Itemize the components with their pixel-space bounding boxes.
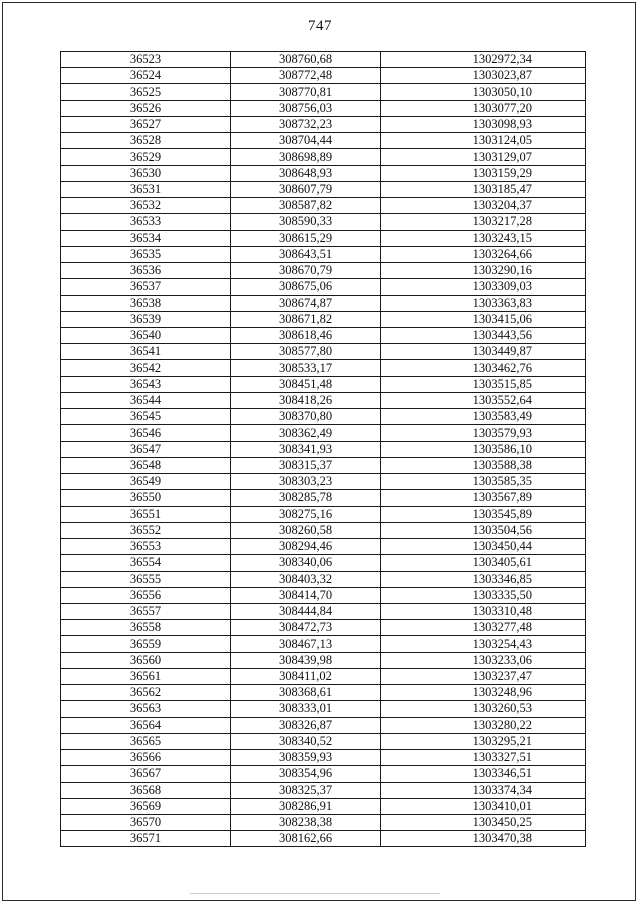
point-number-cell: 36548 <box>61 457 231 473</box>
x-coordinate-cell: 308294,46 <box>231 539 381 555</box>
table-row <box>61 376 586 392</box>
point-number-cell: 36529 <box>61 149 231 165</box>
y-coordinate-cell: 1303346,51 <box>381 766 586 782</box>
table-row <box>61 360 586 376</box>
x-coordinate-cell: 308643,51 <box>231 246 381 262</box>
point-number-cell: 36550 <box>61 490 231 506</box>
table-row <box>61 52 586 68</box>
table-row <box>61 555 586 571</box>
point-number-cell: 36544 <box>61 392 231 408</box>
table-row <box>61 733 586 749</box>
table-row <box>61 522 586 538</box>
table-row <box>61 457 586 473</box>
x-coordinate-cell: 308340,06 <box>231 555 381 571</box>
y-coordinate-cell: 1303405,61 <box>381 555 586 571</box>
table-row <box>61 198 586 214</box>
x-coordinate-cell: 308303,23 <box>231 474 381 490</box>
point-number-cell: 36569 <box>61 798 231 814</box>
y-coordinate-cell: 1303583,49 <box>381 409 586 425</box>
x-coordinate-cell: 308275,16 <box>231 506 381 522</box>
y-coordinate-cell: 1303185,47 <box>381 181 586 197</box>
y-coordinate-cell: 1303410,01 <box>381 798 586 814</box>
point-number-cell: 36546 <box>61 425 231 441</box>
table-row <box>61 214 586 230</box>
x-coordinate-cell: 308286,91 <box>231 798 381 814</box>
y-coordinate-cell: 1303098,93 <box>381 116 586 132</box>
table-row <box>61 165 586 181</box>
point-number-cell: 36543 <box>61 376 231 392</box>
x-coordinate-cell: 308341,93 <box>231 441 381 457</box>
y-coordinate-cell: 1303450,44 <box>381 539 586 555</box>
x-coordinate-cell: 308533,17 <box>231 360 381 376</box>
y-coordinate-cell: 1303277,48 <box>381 620 586 636</box>
x-coordinate-cell: 308577,80 <box>231 344 381 360</box>
x-coordinate-cell: 308674,87 <box>231 295 381 311</box>
point-number-cell: 36549 <box>61 474 231 490</box>
table-row <box>61 571 586 587</box>
x-coordinate-cell: 308368,61 <box>231 685 381 701</box>
y-coordinate-cell: 1303449,87 <box>381 344 586 360</box>
point-number-cell: 36563 <box>61 701 231 717</box>
coordinates-table <box>60 51 586 847</box>
table-row <box>61 587 586 603</box>
x-coordinate-cell: 308704,44 <box>231 133 381 149</box>
x-coordinate-cell: 308359,93 <box>231 750 381 766</box>
table-row <box>61 295 586 311</box>
table-row <box>61 798 586 814</box>
table-row <box>61 279 586 295</box>
point-number-cell: 36556 <box>61 587 231 603</box>
x-coordinate-cell: 308362,49 <box>231 425 381 441</box>
y-coordinate-cell: 1303363,83 <box>381 295 586 311</box>
point-number-cell: 36539 <box>61 311 231 327</box>
y-coordinate-cell: 1303233,06 <box>381 652 586 668</box>
table-row <box>61 149 586 165</box>
x-coordinate-cell: 308411,02 <box>231 668 381 684</box>
y-coordinate-cell: 1303204,37 <box>381 198 586 214</box>
table-row <box>61 506 586 522</box>
x-coordinate-cell: 308770,81 <box>231 84 381 100</box>
x-coordinate-cell: 308260,58 <box>231 522 381 538</box>
table-row <box>61 68 586 84</box>
y-coordinate-cell: 1303309,03 <box>381 279 586 295</box>
table-row <box>61 750 586 766</box>
table-row <box>61 766 586 782</box>
point-number-cell: 36525 <box>61 84 231 100</box>
y-coordinate-cell: 1303280,22 <box>381 717 586 733</box>
x-coordinate-cell: 308162,66 <box>231 831 381 847</box>
point-number-cell: 36524 <box>61 68 231 84</box>
x-coordinate-cell: 308403,32 <box>231 571 381 587</box>
y-coordinate-cell: 1302972,34 <box>381 52 586 68</box>
point-number-cell: 36559 <box>61 636 231 652</box>
table-row <box>61 181 586 197</box>
point-number-cell: 36535 <box>61 246 231 262</box>
table-row <box>61 603 586 619</box>
page-number: 747 <box>308 18 332 34</box>
y-coordinate-cell: 1303290,16 <box>381 263 586 279</box>
x-coordinate-cell: 308340,52 <box>231 733 381 749</box>
table-row <box>61 392 586 408</box>
point-number-cell: 36531 <box>61 181 231 197</box>
x-coordinate-cell: 308326,87 <box>231 717 381 733</box>
y-coordinate-cell: 1303159,29 <box>381 165 586 181</box>
point-number-cell: 36537 <box>61 279 231 295</box>
y-coordinate-cell: 1303443,56 <box>381 327 586 343</box>
y-coordinate-cell: 1303470,38 <box>381 831 586 847</box>
y-coordinate-cell: 1303579,93 <box>381 425 586 441</box>
point-number-cell: 36558 <box>61 620 231 636</box>
point-number-cell: 36571 <box>61 831 231 847</box>
table-row <box>61 441 586 457</box>
x-coordinate-cell: 308675,06 <box>231 279 381 295</box>
table-row <box>61 133 586 149</box>
y-coordinate-cell: 1303310,48 <box>381 603 586 619</box>
point-number-cell: 36533 <box>61 214 231 230</box>
y-coordinate-cell: 1303588,38 <box>381 457 586 473</box>
y-coordinate-cell: 1303264,66 <box>381 246 586 262</box>
y-coordinate-cell: 1303504,56 <box>381 522 586 538</box>
table-row <box>61 636 586 652</box>
x-coordinate-cell: 308732,23 <box>231 116 381 132</box>
x-coordinate-cell: 308315,37 <box>231 457 381 473</box>
y-coordinate-cell: 1303567,89 <box>381 490 586 506</box>
table-row <box>61 831 586 847</box>
table-row <box>61 490 586 506</box>
table-row <box>61 409 586 425</box>
y-coordinate-cell: 1303327,51 <box>381 750 586 766</box>
point-number-cell: 36526 <box>61 100 231 116</box>
x-coordinate-cell: 308648,93 <box>231 165 381 181</box>
point-number-cell: 36534 <box>61 230 231 246</box>
x-coordinate-cell: 308618,46 <box>231 327 381 343</box>
y-coordinate-cell: 1303415,06 <box>381 311 586 327</box>
table-row <box>61 620 586 636</box>
table-row <box>61 652 586 668</box>
table-row <box>61 246 586 262</box>
y-coordinate-cell: 1303129,07 <box>381 149 586 165</box>
y-coordinate-cell: 1303450,25 <box>381 815 586 831</box>
y-coordinate-cell: 1303462,76 <box>381 360 586 376</box>
point-number-cell: 36530 <box>61 165 231 181</box>
point-number-cell: 36566 <box>61 750 231 766</box>
point-number-cell: 36552 <box>61 522 231 538</box>
point-number-cell: 36538 <box>61 295 231 311</box>
table-row <box>61 311 586 327</box>
point-number-cell: 36540 <box>61 327 231 343</box>
y-coordinate-cell: 1303260,53 <box>381 701 586 717</box>
point-number-cell: 36551 <box>61 506 231 522</box>
table-row <box>61 717 586 733</box>
y-coordinate-cell: 1303050,10 <box>381 84 586 100</box>
x-coordinate-cell: 308414,70 <box>231 587 381 603</box>
y-coordinate-cell: 1303124,05 <box>381 133 586 149</box>
table-row <box>61 84 586 100</box>
y-coordinate-cell: 1303217,28 <box>381 214 586 230</box>
x-coordinate-cell: 308772,48 <box>231 68 381 84</box>
point-number-cell: 36564 <box>61 717 231 733</box>
point-number-cell: 36542 <box>61 360 231 376</box>
y-coordinate-cell: 1303586,10 <box>381 441 586 457</box>
x-coordinate-cell: 308472,73 <box>231 620 381 636</box>
x-coordinate-cell: 308756,03 <box>231 100 381 116</box>
table-row <box>61 327 586 343</box>
x-coordinate-cell: 308467,13 <box>231 636 381 652</box>
y-coordinate-cell: 1303237,47 <box>381 668 586 684</box>
point-number-cell: 36528 <box>61 133 231 149</box>
table-row <box>61 685 586 701</box>
x-coordinate-cell: 308590,33 <box>231 214 381 230</box>
y-coordinate-cell: 1303243,15 <box>381 230 586 246</box>
y-coordinate-cell: 1303023,87 <box>381 68 586 84</box>
x-coordinate-cell: 308418,26 <box>231 392 381 408</box>
point-number-cell: 36568 <box>61 782 231 798</box>
point-number-cell: 36555 <box>61 571 231 587</box>
y-coordinate-cell: 1303335,50 <box>381 587 586 603</box>
coordinates-table-body <box>61 52 586 847</box>
point-number-cell: 36561 <box>61 668 231 684</box>
table-row <box>61 116 586 132</box>
point-number-cell: 36557 <box>61 603 231 619</box>
x-coordinate-cell: 308670,79 <box>231 263 381 279</box>
x-coordinate-cell: 308607,79 <box>231 181 381 197</box>
table-row <box>61 474 586 490</box>
point-number-cell: 36565 <box>61 733 231 749</box>
y-coordinate-cell: 1303254,43 <box>381 636 586 652</box>
y-coordinate-cell: 1303248,96 <box>381 685 586 701</box>
y-coordinate-cell: 1303585,35 <box>381 474 586 490</box>
x-coordinate-cell: 308333,01 <box>231 701 381 717</box>
bottom-rule <box>190 893 440 894</box>
y-coordinate-cell: 1303552,64 <box>381 392 586 408</box>
y-coordinate-cell: 1303077,20 <box>381 100 586 116</box>
x-coordinate-cell: 308285,78 <box>231 490 381 506</box>
point-number-cell: 36547 <box>61 441 231 457</box>
table-row <box>61 230 586 246</box>
y-coordinate-cell: 1303346,85 <box>381 571 586 587</box>
table-row <box>61 263 586 279</box>
x-coordinate-cell: 308451,48 <box>231 376 381 392</box>
table-row <box>61 344 586 360</box>
table-row <box>61 100 586 116</box>
point-number-cell: 36562 <box>61 685 231 701</box>
point-number-cell: 36560 <box>61 652 231 668</box>
x-coordinate-cell: 308671,82 <box>231 311 381 327</box>
x-coordinate-cell: 308439,98 <box>231 652 381 668</box>
x-coordinate-cell: 308325,37 <box>231 782 381 798</box>
x-coordinate-cell: 308444,84 <box>231 603 381 619</box>
point-number-cell: 36554 <box>61 555 231 571</box>
point-number-cell: 36536 <box>61 263 231 279</box>
x-coordinate-cell: 308370,80 <box>231 409 381 425</box>
x-coordinate-cell: 308354,96 <box>231 766 381 782</box>
point-number-cell: 36541 <box>61 344 231 360</box>
point-number-cell: 36532 <box>61 198 231 214</box>
x-coordinate-cell: 308587,82 <box>231 198 381 214</box>
point-number-cell: 36523 <box>61 52 231 68</box>
y-coordinate-cell: 1303374,34 <box>381 782 586 798</box>
table-row <box>61 701 586 717</box>
point-number-cell: 36553 <box>61 539 231 555</box>
table-row <box>61 425 586 441</box>
x-coordinate-cell: 308760,68 <box>231 52 381 68</box>
x-coordinate-cell: 308615,29 <box>231 230 381 246</box>
point-number-cell: 36527 <box>61 116 231 132</box>
x-coordinate-cell: 308238,38 <box>231 815 381 831</box>
y-coordinate-cell: 1303545,89 <box>381 506 586 522</box>
table-row <box>61 815 586 831</box>
y-coordinate-cell: 1303295,21 <box>381 733 586 749</box>
table-row <box>61 668 586 684</box>
table-row <box>61 782 586 798</box>
x-coordinate-cell: 308698,89 <box>231 149 381 165</box>
point-number-cell: 36545 <box>61 409 231 425</box>
y-coordinate-cell: 1303515,85 <box>381 376 586 392</box>
table-row <box>61 539 586 555</box>
point-number-cell: 36567 <box>61 766 231 782</box>
point-number-cell: 36570 <box>61 815 231 831</box>
